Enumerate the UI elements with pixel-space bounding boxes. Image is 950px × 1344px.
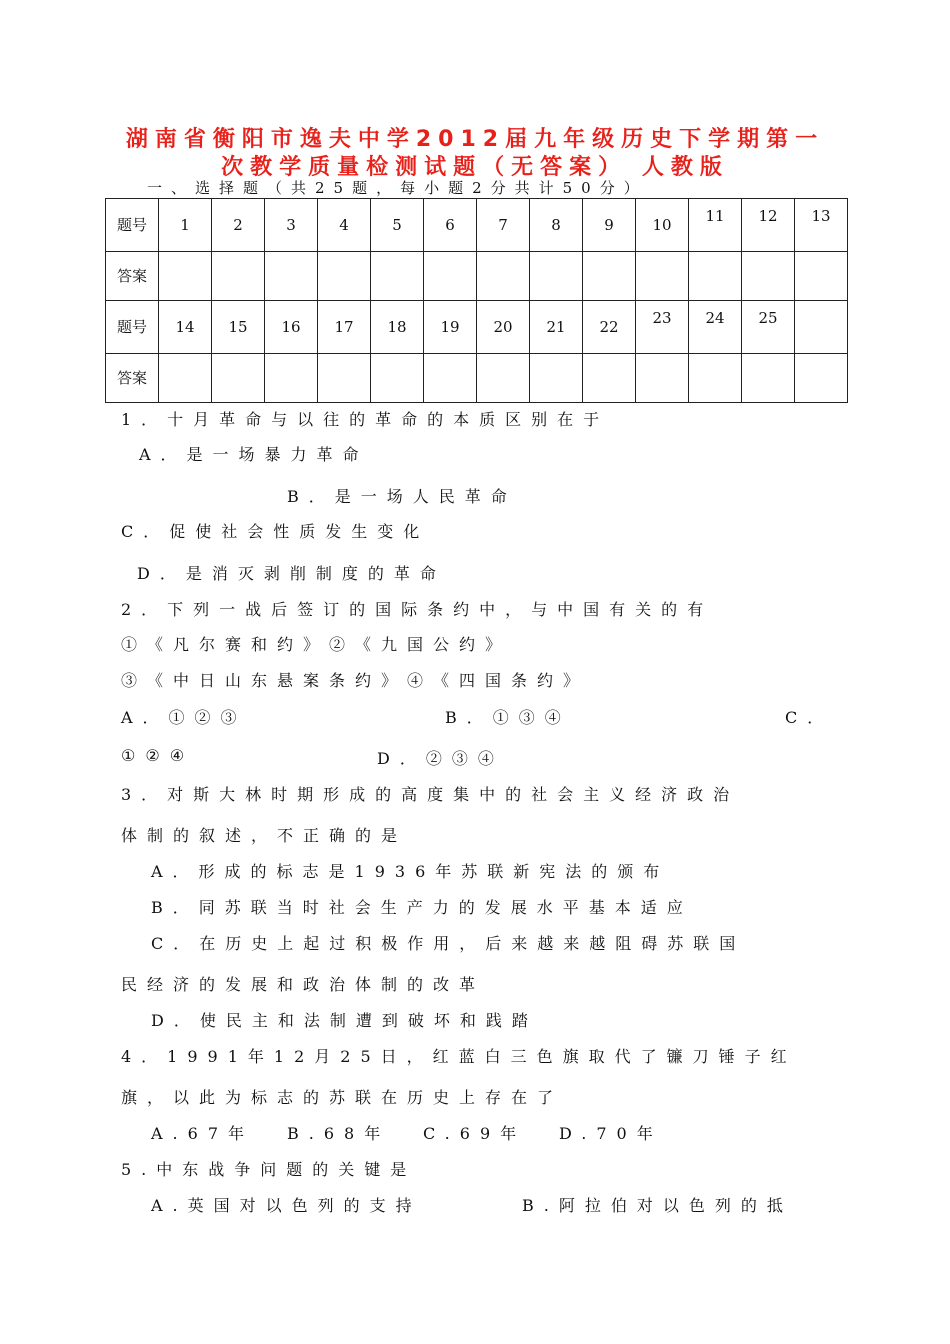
answer-table xyxy=(105,198,848,403)
number-cell: 9 xyxy=(583,199,636,252)
question-3-option-a: A．形成的标志是1936年苏联新宪法的颁布 xyxy=(151,862,670,881)
answer-cell[interactable] xyxy=(265,251,318,300)
question-4-stem-continued: 旗，以此为标志的苏联在历史上存在了 xyxy=(121,1088,564,1107)
document-title-line-1: 湖南省衡阳市逸夫中学2012届九年级历史下学期第一 xyxy=(125,127,825,152)
question-1-option-b: B．是一场人民革命 xyxy=(287,487,517,506)
number-cell: 21 xyxy=(530,300,583,353)
answer-cell[interactable] xyxy=(159,251,212,300)
question-3-stem: 3．对斯大林时期形成的高度集中的社会主义经济政治 xyxy=(121,785,740,804)
answer-cell[interactable] xyxy=(583,251,636,300)
number-cell: 22 xyxy=(583,300,636,353)
header-cell-number: 题号 xyxy=(106,199,159,252)
table-row xyxy=(106,300,848,353)
question-5-option-b: B.阿拉伯对以色列的抵 xyxy=(522,1196,793,1215)
question-3-stem-continued: 体制的叙述，不正确的是 xyxy=(121,826,408,845)
question-2-option-a-text: A．①②③ xyxy=(121,708,247,727)
question-1-option-c: C．促使社会性质发生变化 xyxy=(121,522,430,541)
question-3-option-b: B．同苏联当时社会生产力的发展水平基本适应 xyxy=(151,898,693,917)
number-cell: 10 xyxy=(636,199,689,252)
question-1-stem: 1．十月革命与以往的革命的本质区别在于 xyxy=(121,410,610,429)
number-cell: 6 xyxy=(424,199,477,252)
question-2-stem: 2．下列一战后签订的国际条约中，与中国有关的有 xyxy=(121,600,714,619)
answer-cell[interactable] xyxy=(212,353,265,402)
section-heading: 一、选择题（共25题，每小题2分共计50分） xyxy=(147,179,648,197)
answer-cell[interactable] xyxy=(689,353,742,402)
question-2-option-c-items: ①②④ xyxy=(121,746,195,765)
answer-cell[interactable] xyxy=(742,353,795,402)
header-cell-answer: 答案 xyxy=(106,353,159,402)
answer-cell[interactable] xyxy=(424,251,477,300)
number-cell: 3 xyxy=(265,199,318,252)
table-row xyxy=(106,199,848,252)
answer-cell[interactable] xyxy=(371,251,424,300)
header-cell-answer: 答案 xyxy=(106,251,159,300)
question-4-stem: 4．1991年12月25日，红蓝白三色旗取代了镰刀锤子红 xyxy=(121,1047,797,1066)
number-cell: 12 xyxy=(742,199,795,252)
number-cell: 8 xyxy=(530,199,583,252)
answer-cell[interactable] xyxy=(636,353,689,402)
number-cell: 23 xyxy=(636,300,689,353)
number-cell: 14 xyxy=(159,300,212,353)
question-2-option-b: B．①③④ xyxy=(445,708,571,727)
answer-cell[interactable] xyxy=(159,353,212,402)
question-1-option-d: D．是消灭剥削制度的革命 xyxy=(137,564,446,583)
number-cell: 16 xyxy=(265,300,318,353)
question-4-option-a: A.67年 xyxy=(151,1124,255,1143)
number-cell: 7 xyxy=(477,199,530,252)
number-cell: 5 xyxy=(371,199,424,252)
question-3-option-c: C．在历史上起过积极作用，后来越来越阻碍苏联国 xyxy=(151,934,746,953)
answer-cell[interactable] xyxy=(265,353,318,402)
number-cell xyxy=(795,300,848,353)
answer-cell[interactable] xyxy=(795,353,848,402)
answer-cell[interactable] xyxy=(795,251,848,300)
answer-cell[interactable] xyxy=(689,251,742,300)
question-4-option-d: D.70年 xyxy=(559,1124,663,1143)
header-cell-number: 题号 xyxy=(106,300,159,353)
number-cell: 25 xyxy=(742,300,795,353)
answer-cell[interactable] xyxy=(212,251,265,300)
question-4-option-c: C.69年 xyxy=(423,1124,527,1143)
number-cell: 17 xyxy=(318,300,371,353)
question-2-item-line-2: ③《中日山东悬案条约》④《四国条约》 xyxy=(121,671,590,690)
answer-cell[interactable] xyxy=(530,353,583,402)
number-cell: 11 xyxy=(689,199,742,252)
answer-cell[interactable] xyxy=(318,353,371,402)
answer-cell[interactable] xyxy=(636,251,689,300)
answer-cell[interactable] xyxy=(583,353,636,402)
answer-cell[interactable] xyxy=(530,251,583,300)
answer-cell[interactable] xyxy=(477,251,530,300)
number-cell: 20 xyxy=(477,300,530,353)
question-2-option-c-label: C． xyxy=(785,708,834,727)
answer-cell[interactable] xyxy=(371,353,424,402)
question-2-option-d: D．②③④ xyxy=(377,749,504,768)
question-2-item-line-1: ①《凡尔赛和约》②《九国公约》 xyxy=(121,635,512,654)
number-cell: 2 xyxy=(212,199,265,252)
number-cell: 15 xyxy=(212,300,265,353)
question-3-option-c-continued: 民经济的发展和政治体制的改革 xyxy=(121,975,486,994)
number-cell: 24 xyxy=(689,300,742,353)
document-title-line-2: 次教学质量检测试题（无答案） 人教版 xyxy=(221,155,729,180)
number-cell: 18 xyxy=(371,300,424,353)
question-2-option-a xyxy=(121,705,247,728)
table-row xyxy=(106,251,848,300)
answer-cell[interactable] xyxy=(477,353,530,402)
answer-cell[interactable] xyxy=(742,251,795,300)
question-5-option-a: A.英国对以色列的支持 xyxy=(151,1196,422,1215)
answer-cell[interactable] xyxy=(424,353,477,402)
question-1-option-a: A．是一场暴力革命 xyxy=(139,445,369,464)
number-cell: 1 xyxy=(159,199,212,252)
question-4-option-b: B.68年 xyxy=(287,1124,391,1143)
number-cell: 19 xyxy=(424,300,477,353)
table-row xyxy=(106,353,848,402)
number-cell: 4 xyxy=(318,199,371,252)
number-cell: 13 xyxy=(795,199,848,252)
answer-cell[interactable] xyxy=(318,251,371,300)
question-3-option-d: D．使民主和法制遭到破坏和践踏 xyxy=(151,1011,538,1030)
question-5-stem: 5.中东战争问题的关键是 xyxy=(121,1160,417,1179)
